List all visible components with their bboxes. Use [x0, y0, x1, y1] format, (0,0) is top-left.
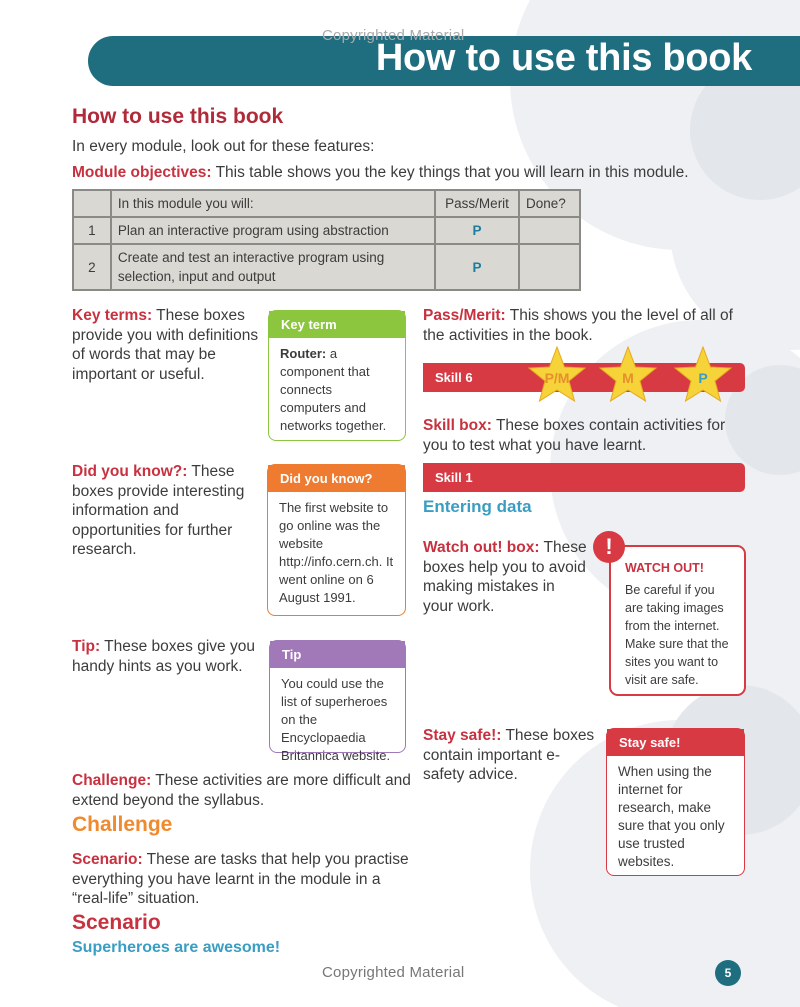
- stay-safe-box-text: When using the internet for research, make sure that you only use trusted websites.: [618, 764, 725, 869]
- key-terms-text: These boxes provide you with definitions of words that may be important or useful.: [72, 307, 259, 383]
- skill-1-bar: [423, 463, 745, 492]
- key-term-box: [268, 310, 406, 441]
- star-icon: [600, 347, 656, 401]
- section-title: How to use this book: [72, 105, 284, 128]
- star-level-label: P/M: [544, 370, 570, 386]
- skill-box-description: [423, 416, 743, 455]
- did-you-know-text: These boxes provide interesting information and opportunities for further research.: [72, 463, 245, 558]
- stay-safe-label: Stay safe!:: [423, 727, 502, 744]
- watch-out-box-text: Be careful if you are taking images from the internet. Make sure that the sites you want to visit are safe.: [625, 583, 729, 687]
- table-row: [73, 217, 580, 244]
- watch-out-box: [609, 545, 746, 696]
- table-header-cell: In this module you will:: [111, 190, 435, 217]
- row-level: P: [435, 217, 519, 244]
- star-level-label: P: [698, 370, 708, 386]
- skill-box-label: Skill box:: [423, 417, 492, 434]
- watch-out-description: [423, 538, 588, 616]
- watch-out-text: These boxes help you to avoid making mistakes in your work.: [423, 539, 587, 615]
- key-term-box-title: Key term: [269, 311, 405, 338]
- did-you-know-box-text: The first website to go online was the website http://info.cern.ch. It went online on 6 August 1991.: [279, 500, 394, 605]
- watermark-top: Copyrighted Material: [322, 27, 465, 44]
- row-done: [519, 217, 580, 244]
- row-description: Plan an interactive program using abstraction: [111, 217, 435, 244]
- level-stars: [520, 342, 750, 408]
- objectives-table: [72, 189, 581, 291]
- pass-merit-label: Pass/Merit:: [423, 307, 506, 324]
- tip-box-text: You could use the list of superheroes on the Encyclopaedia Britannica website.: [281, 676, 391, 763]
- objectives-label: Module objectives:: [72, 164, 212, 181]
- skill-box-text: These boxes contain activities for you to test what you have learnt.: [423, 417, 726, 454]
- stay-safe-text: These boxes contain important e-safety advice.: [423, 727, 595, 783]
- stay-safe-description: [423, 726, 598, 785]
- skill-1-label: Skill 1: [435, 470, 473, 485]
- scenario-label: Scenario:: [72, 851, 143, 868]
- key-term-word: Router:: [280, 346, 327, 361]
- skill-heading: Entering data: [423, 497, 532, 516]
- watch-out-box-title: WATCH OUT!: [625, 561, 704, 575]
- did-you-know-box-title: Did you know?: [268, 465, 405, 492]
- row-level: P: [435, 244, 519, 290]
- scenario-text: These are tasks that help you practise everything you have learnt in the module in a “real-life” situation.: [72, 851, 409, 907]
- table-header-cell: [73, 190, 111, 217]
- key-term-box-body: [269, 338, 405, 442]
- tip-description: [72, 637, 257, 676]
- row-done: [519, 244, 580, 290]
- warning-icon: !: [593, 531, 625, 563]
- pass-merit-text: This shows you the level of all of the activities in the book.: [423, 307, 733, 344]
- row-number: 1: [73, 217, 111, 244]
- page-number: 5: [715, 960, 741, 986]
- challenge-description: [72, 771, 412, 810]
- challenge-heading: Challenge: [72, 813, 173, 836]
- scenario-description: [72, 850, 412, 909]
- challenge-text: These activities are more difficult and extend beyond the syllabus.: [72, 772, 411, 809]
- scenario-heading: Scenario: [72, 911, 161, 934]
- stay-safe-box: [606, 728, 745, 876]
- row-description: Create and test an interactive program using selection, input and output: [111, 244, 435, 290]
- did-you-know-box: [267, 464, 406, 616]
- tip-box: [269, 640, 406, 763]
- key-term-definition: a component that connects computers and networks together.: [280, 346, 387, 433]
- did-you-know-label: Did you know?:: [72, 463, 188, 480]
- tip-label: Tip:: [72, 638, 101, 655]
- star-icon: [529, 347, 585, 401]
- section-intro: In every module, look out for these features:: [72, 138, 375, 155]
- table-header-cell: Done?: [519, 190, 580, 217]
- page-header-title: How to use this book: [375, 37, 752, 79]
- skill-6-label: Skill 6: [435, 370, 473, 385]
- did-you-know-description: [72, 462, 252, 560]
- table-header-cell: Pass/Merit: [435, 190, 519, 217]
- table-header-row: [73, 190, 580, 217]
- watermark-bottom: Copyrighted Material: [322, 964, 465, 981]
- star-level-label: M: [622, 370, 634, 386]
- star-icon: [675, 347, 731, 401]
- stay-safe-box-title: Stay safe!: [607, 729, 744, 756]
- scenario-subheading: Superheroes are awesome!: [72, 939, 281, 956]
- pass-merit-description: [423, 306, 743, 345]
- watch-out-label: Watch out! box:: [423, 539, 540, 556]
- table-row: [73, 244, 580, 290]
- objectives-text: This table shows you the key things that you will learn in this module.: [215, 164, 689, 181]
- row-number: 2: [73, 244, 111, 290]
- tip-text: These boxes give you handy hints as you work.: [72, 638, 255, 675]
- tip-box-title: Tip: [270, 641, 405, 668]
- objectives-description: [72, 163, 692, 183]
- key-terms-description: [72, 306, 262, 384]
- key-terms-label: Key terms:: [72, 307, 153, 324]
- challenge-label: Challenge:: [72, 772, 152, 789]
